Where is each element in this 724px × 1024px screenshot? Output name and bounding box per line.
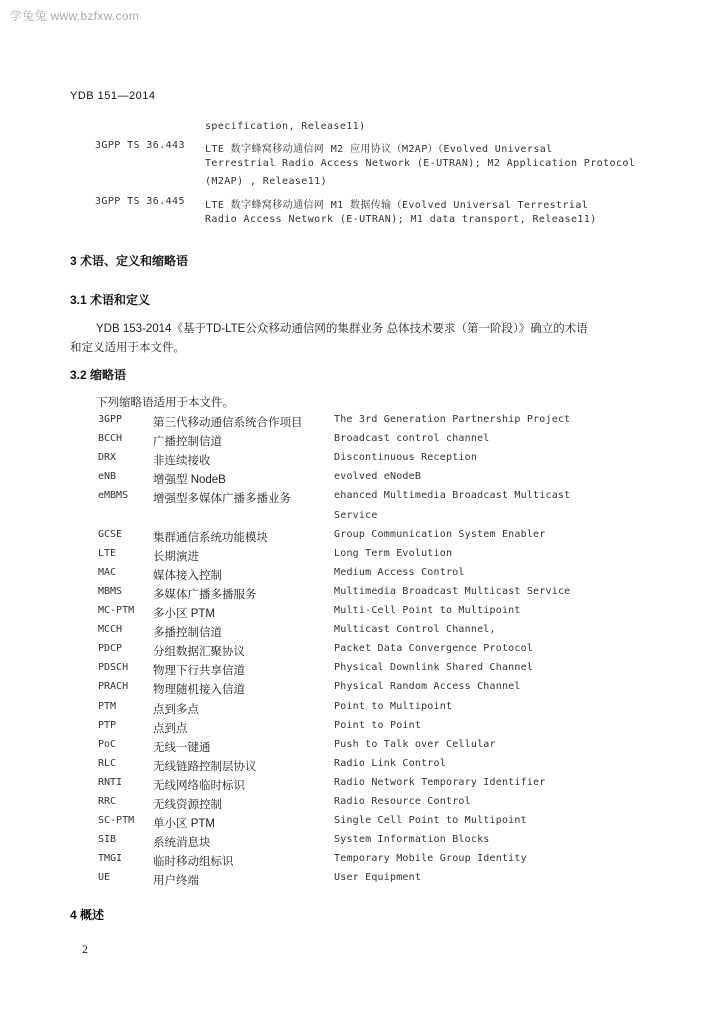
abbreviation-row [0,471,724,489]
abbreviation-term: SC-PTM [98,815,135,827]
abbreviation-term: PRACH [98,681,129,693]
abbreviation-english: Point to Multipoint [334,700,453,712]
abbreviation-row [0,720,724,738]
abbreviation-row [0,490,724,508]
reference-text-line: Radio Access Network (E-UTRAN); M1 data transport, Release11) [205,214,597,225]
abbreviation-english: Broadcast control channel [334,433,490,445]
abbreviation-chinese: 单小区 PTM [153,818,215,831]
subsection-heading: 3.2 缩略语 [70,368,127,382]
abbreviation-row [0,452,724,470]
abbreviation-english: Packet Data Convergence Protocol [334,643,534,655]
document-code: YDB 151—2014 [70,90,156,102]
section-heading: 3 术语、定义和缩略语 [70,254,189,268]
abbreviation-english: Radio Resource Control [334,796,471,807]
abbreviation-term: RLC [98,757,117,769]
abbreviation-row [0,567,724,585]
paragraph-line: YDB 153-2014《基于TD-LTE公众移动通信网的集群业务 总体技术要求（第一阶段）》确立的术语 [96,323,588,335]
abbreviation-term: MCCH [98,624,123,636]
abbreviation-english: Physical Random Access Channel [334,681,521,693]
abbreviation-chinese: 多媒体广播多播服务 [153,588,257,601]
abbreviation-english: Multimedia Broadcast Multicast Service [334,585,571,597]
subsection-heading: 3.1 术语和定义 [70,293,151,307]
abbreviation-row [0,414,724,432]
abbreviation-row [0,433,724,451]
abbreviation-row [0,510,724,528]
abbreviation-row [0,586,724,604]
reference-continuation: specification, Release11) [205,121,366,132]
reference-text-line: (M2AP) , Release11) [205,176,327,187]
abbreviation-term: PTM [98,700,117,712]
abbreviation-chinese: 点到点 [153,722,188,735]
abbreviation-english: Single Cell Point to Multipoint [334,815,527,827]
abbreviation-row [0,834,724,852]
abbreviation-term: UE [98,872,111,884]
abbreviation-row [0,872,724,890]
abbreviation-row [0,796,724,814]
abbreviation-row [0,758,724,776]
abbreviation-english: Multicast Control Channel, [334,624,496,636]
abbreviation-chinese: 媒体接入控制 [153,569,222,582]
abbreviation-term: DRX [98,452,117,464]
abbreviation-row [0,739,724,757]
paragraph-line: 和定义适用于本文件。 [70,342,185,354]
abbreviation-term: RNTI [98,776,123,788]
abbreviation-term: 3GPP [98,414,123,425]
abbreviation-english: The 3rd Generation Partnership Project [334,414,571,425]
abbreviation-chinese: 集群通信系统功能模块 [153,531,268,544]
reference-text-line: LTE 数字蜂窝移动通信网 M2 应用协议（M2AP）（Evolved Universal [205,144,553,155]
abbreviation-chinese: 第三代移动通信系统合作项目 [153,417,303,429]
reference-id: 3GPP TS 36.443 [95,140,185,151]
abbreviation-chinese: 物理随机接入信道 [153,684,245,697]
abbreviation-row [0,548,724,566]
abbreviation-chinese: 无线资源控制 [153,799,222,811]
abbreviation-english: Physical Downlink Shared Channel [334,662,534,674]
abbreviation-row [0,853,724,871]
section-heading: 4 概述 [70,908,105,922]
abbreviation-intro: 下列缩略语适用于本文件。 [96,397,234,409]
abbreviation-row [0,529,724,547]
page-number: 2 [82,942,88,956]
abbreviation-chinese: 系统消息块 [153,837,211,850]
abbreviation-term: TMGI [98,853,123,865]
abbreviation-chinese: 无线网络临时标识 [153,779,245,792]
reference-text-line: LTE 数字蜂窝移动通信网 M1 数据传输（Evolved Universal Terrestrial [205,200,589,211]
abbreviation-english: User Equipment [334,872,422,884]
abbreviation-chinese: 物理下行共享信道 [153,665,245,678]
abbreviation-english: evolved eNodeB [334,471,422,483]
reference-id: 3GPP TS 36.445 [95,196,185,207]
abbreviation-chinese: 临时移动组标识 [153,856,234,869]
abbreviation-row [0,662,724,680]
abbreviation-english: Point to Point [334,719,422,731]
abbreviation-row [0,605,724,623]
abbreviation-english: Long Term Evolution [334,547,453,559]
abbreviation-term: BCCH [98,433,123,445]
abbreviation-term: eMBMS [98,490,129,502]
abbreviation-english: Service [334,509,378,521]
reference-text-line: Terrestrial Radio Access Network (E-UTRAN); M2 Application Protocol [205,158,636,169]
abbreviation-row [0,701,724,719]
abbreviation-term: eNB [98,471,117,483]
abbreviation-term: MAC [98,566,117,578]
abbreviation-term: RRC [98,796,117,807]
abbreviation-chinese: 长期演进 [153,550,199,563]
abbreviation-row [0,777,724,795]
abbreviation-row [0,643,724,661]
abbreviation-term: PTP [98,719,117,731]
abbreviation-row [0,815,724,833]
abbreviation-english: System Information Blocks [334,834,490,846]
abbreviation-term: PDCP [98,643,123,655]
abbreviation-chinese: 增强型多媒体广播多播业务 [153,493,291,506]
abbreviation-english: Group Communication System Enabler [334,528,546,540]
abbreviation-chinese: 分组数据汇聚协议 [153,646,245,659]
watermark: 学兔兔 www.bzfxw.com [10,9,140,23]
abbreviation-term: PoC [98,738,117,750]
abbreviation-chinese: 无线链路控制层协议 [153,760,257,773]
abbreviation-term: GCSE [98,528,123,540]
abbreviation-row [0,624,724,642]
abbreviation-term: SIB [98,834,117,846]
abbreviation-chinese: 多小区 PTM [153,608,215,620]
abbreviation-chinese: 无线一键通 [153,741,211,754]
abbreviation-english: Push to Talk over Cellular [334,738,496,750]
abbreviation-term: MBMS [98,585,123,597]
abbreviation-english: Discontinuous Reception [334,452,478,464]
abbreviation-english: ehanced Multimedia Broadcast Multicast [334,490,571,502]
abbreviation-chinese: 增强型 NodeB [153,474,226,487]
abbreviation-term: MC-PTM [98,605,135,616]
abbreviation-term: LTE [98,547,117,559]
abbreviation-chinese: 非连续接收 [153,455,211,468]
abbreviation-english: Radio Link Control [334,757,446,769]
abbreviation-english: Temporary Mobile Group Identity [334,853,527,865]
abbreviation-chinese: 多播控制信道 [153,627,222,640]
abbreviation-english: Medium Access Control [334,566,465,578]
abbreviation-english: Multi-Cell Point to Multipoint [334,605,521,616]
abbreviation-english: Radio Network Temporary Identifier [334,776,546,788]
abbreviation-term: PDSCH [98,662,129,674]
abbreviation-chinese: 用户终端 [153,875,199,888]
abbreviation-chinese: 点到多点 [153,703,199,716]
abbreviation-row [0,681,724,699]
abbreviation-chinese: 广播控制信道 [153,436,222,449]
